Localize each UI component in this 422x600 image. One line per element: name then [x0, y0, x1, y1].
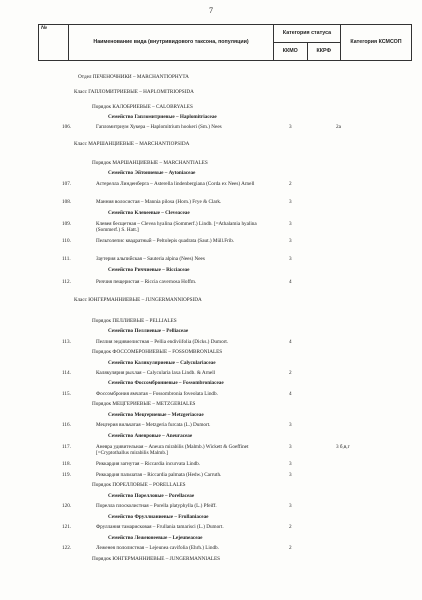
- species-text: Аневра удивительная – Aneura mirabilis (Malmb.) Wickett & Goeffinet [=Cryptothallus mirabilis Malmb.]: [96, 444, 249, 457]
- species-num: 109.: [62, 221, 72, 227]
- species-num: 119.: [62, 472, 71, 478]
- species-num: 121.: [62, 524, 72, 530]
- species-text: Пельтолепис квадратный – Peltolepis quadrata (Saut.) Müll.Frib.: [96, 238, 235, 244]
- species-kkmo: 4: [289, 391, 292, 397]
- species-text: Калякулярия рыхлая – Calycularia laxa Lindb. & Arnell: [96, 370, 216, 376]
- species-kkmo: 3: [289, 124, 292, 130]
- species-num: 116.: [62, 422, 71, 428]
- div-heading-text: Отдел ПЕЧЕНОЧНИКИ – MARCHANTIOPHYTA: [78, 74, 189, 80]
- cls-heading-text: Класс МАРШАНЦИЕВЫЕ – MARCHANTIOPSIDA: [74, 141, 190, 147]
- page-number: 7: [209, 6, 213, 15]
- species-num: 110.: [62, 238, 71, 244]
- species-text: Пеллия эндивиелистная – Pellia endiviifolia (Dicks.) Dumort.: [96, 339, 229, 345]
- species-kkmo: 3: [289, 461, 292, 467]
- family-heading-text: Семейство Фруллианиевые – Frullaniaceae: [108, 514, 209, 520]
- species-text: Порелла плосколистная – Porella platyphylla (L.) Pfeiff.: [96, 503, 217, 509]
- family-heading-text: Семейство Фоссомброниевые – Fossombroniaceae: [108, 380, 224, 386]
- species-text: Фруллания тамарисковая – Frullania tamarisci (L.) Dumort.: [96, 524, 224, 530]
- species-kkmo: 3: [289, 422, 292, 428]
- species-text: Леженея пололистная – Lejeunea cavifolia (Ehrh.) Lindb.: [96, 545, 219, 551]
- species-text: Гапломитриум Хукера – Haplomitrium hookeri (Sm.) Nees: [96, 124, 222, 130]
- species-num: 107.: [62, 181, 72, 187]
- family-heading-text: Семейство Аневровые – Aneuraceae: [108, 433, 193, 439]
- family-heading-text: Семейство Порелловые – Porellaceae: [108, 493, 195, 499]
- species-kkrf: 3 б,в,г: [336, 444, 350, 450]
- order-heading-text: Порядок МАРШАНЦИЕВЫЕ – MARCHANTIALES: [92, 160, 208, 166]
- species-text: Манния волосистая – Mannia pilosa (Horn.) Frye & Clark.: [96, 199, 222, 205]
- species-kkmo: 2: [289, 370, 292, 376]
- header-status-category: Категория статуса: [274, 25, 341, 43]
- species-num: 115.: [62, 391, 71, 397]
- species-text: Риккардия пальчатая – Riccardia palmata (Hedw.) Carruth.: [96, 472, 222, 478]
- species-kkmo: 3: [289, 472, 292, 478]
- order-heading-text: Порядок ПОРЕЛЛОВЫЕ – PORELLALES: [92, 482, 186, 488]
- order-heading-text: Порядок ЮНГЕРМАННИЕВЫЕ – JUNGERMANNIALES: [92, 556, 221, 562]
- species-num: 111.: [62, 256, 71, 262]
- header-name: Наименование вида (внутривидового таксона, популяции): [69, 25, 274, 61]
- species-text: Заутерия альпийская – Sauteria alpina (Nees) Nees: [96, 256, 205, 262]
- family-heading-text: Семейство Риччиевые – Ricciaceae: [108, 267, 190, 273]
- cls-heading-text: Класс ЮНГЕРМАННИЕВЫЕ – JUNGERMANNIOPSIDA: [74, 297, 202, 303]
- species-text: Астерелла Линденберга – Asterella lindenbergiana (Corda ex Nees) Arnell: [96, 181, 255, 187]
- species-text: Риккардия загнутая – Riccardia incurvata Lindb.: [96, 461, 201, 467]
- species-kkmo: 2: [289, 524, 292, 530]
- species-text: Риччия пещеристая – Riccia cavernosa Hoffm.: [96, 279, 197, 285]
- family-heading-text: Семейство Пеллиевые – Pelliaceae: [108, 328, 189, 334]
- species-num: 120.: [62, 503, 72, 509]
- species-num: 112.: [62, 279, 71, 285]
- species-num: 114.: [62, 370, 71, 376]
- species-num: 117.: [62, 444, 71, 450]
- species-kkmo: 3: [289, 238, 292, 244]
- species-text: Фоссомброния ямчатая – Fossombronia foveolata Lindb.: [96, 391, 218, 397]
- family-heading-text: Семейство Калякуляриевые – Calyculariaceae: [108, 360, 216, 366]
- species-num: 108.: [62, 199, 72, 205]
- order-heading-text: Порядок МЕЦГЕРИЕВЫЕ – METZGERIALES: [92, 401, 196, 407]
- family-heading-text: Семейство Клевеевые – Cleveaceae: [108, 210, 190, 216]
- species-num: 106.: [62, 124, 72, 130]
- species-num: 122.: [62, 545, 72, 551]
- header-number: №: [39, 25, 69, 61]
- species-num: 113.: [62, 339, 71, 345]
- species-text: Клевея бесщетная – Clevea hyalina (Sommerf.) Lindb. [=Athalamia hyalina (Sommerf.) S. Hatt.]: [96, 221, 257, 234]
- species-kkmo: 3: [289, 256, 292, 262]
- header-kkrf: ККРФ: [307, 43, 341, 61]
- header-ksmsop: Категория КСМСОП: [341, 25, 412, 61]
- header-kkmo: ККМО: [274, 43, 308, 61]
- species-kkmo: 3: [289, 199, 292, 205]
- species-kkmo: 3: [289, 503, 292, 509]
- species-kkmo: 3: [289, 444, 292, 450]
- species-kkmo: 4: [289, 339, 292, 345]
- species-kkmo: 4: [289, 279, 292, 285]
- order-heading-text: Порядок КАЛОБРИЕВЫЕ – CALOBRYALES: [92, 104, 193, 110]
- species-kkrf: 2а: [336, 124, 341, 130]
- species-kkmo: 2: [289, 181, 292, 187]
- species-kkmo: 3: [289, 221, 292, 227]
- species-kkmo: 2: [289, 545, 292, 551]
- family-heading-text: Семейство Гапломитриевые – Haplomitriaceae: [108, 114, 217, 120]
- order-heading-text: Порядок ФОССОМБРОНИЕВЫЕ – FOSSOMBRONIALES: [92, 349, 223, 355]
- order-heading-text: Порядок ПЕЛЛИЕВЫЕ – PELLIALES: [92, 318, 177, 324]
- family-heading-text: Семейство Мецгериевые – Metzgeriaceae: [108, 412, 204, 418]
- family-heading-text: Семейство Эйтониевые – Aytoniaceae: [108, 170, 196, 176]
- species-text: Мецгерия вильчатая – Metzgeria furcata (L.) Dumort.: [96, 422, 211, 428]
- species-num: 118.: [62, 461, 71, 467]
- cls-heading-text: Класс ГАПЛОМИТРИЕВЫЕ – HAPLOMITRIOPSIDA: [74, 89, 194, 95]
- family-heading-text: Семейство Лежеюнеевые – Lejeuneaceae: [108, 535, 203, 541]
